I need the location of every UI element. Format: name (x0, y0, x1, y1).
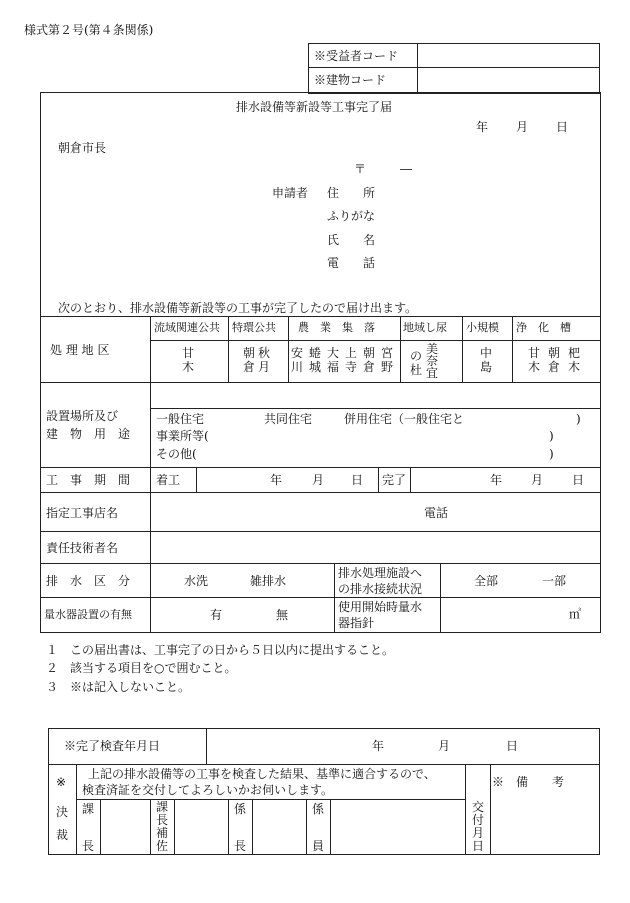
district-c3: 福 (327, 360, 340, 374)
location-label-1: 設置場所及び (46, 409, 119, 423)
contractor-phone-label: 電話 (424, 506, 449, 520)
district-header-1: 流域関連公共 (154, 321, 220, 334)
role-section-chief: 長 (82, 839, 95, 853)
building-code-label: ※建物コード (314, 73, 387, 87)
applicant-address-label: 住 所 (327, 186, 376, 200)
meter-yes: 有 (210, 608, 223, 622)
district-c4: 杜 (410, 363, 423, 377)
role-assistant-chief: 補 (156, 826, 169, 840)
district-c4: 美 (426, 342, 439, 356)
role-issue-date: 月 (472, 826, 485, 840)
district-c3: 倉 (363, 360, 376, 374)
use-general-house: 一般住宅 (156, 412, 205, 426)
inspection-year: 年 (372, 739, 385, 753)
district-c4: の (410, 349, 423, 363)
role-assistant-chief: 佐 (156, 839, 169, 853)
district-c3: 川 (291, 360, 304, 374)
start-day: 日 (351, 473, 364, 487)
role-staff: 員 (312, 839, 325, 853)
district-label: 処 理 地 区 (50, 343, 110, 357)
period-label: 工 事 期 間 (46, 473, 131, 487)
district-c3: 上 (345, 346, 358, 360)
note-2: ２ 該当する項目を○で囲むこと。 (46, 661, 237, 675)
paren-close: ) (576, 412, 581, 426)
district-c1: 甘 (182, 346, 195, 360)
role-subsection-chief: 係 (234, 802, 247, 816)
declaration: 次のとおり、排水設備等新設等の工事が完了したので届け出ます。 (58, 301, 418, 315)
role-staff: 係 (312, 802, 325, 816)
end-year: 年 (490, 473, 503, 487)
end-day: 日 (572, 473, 585, 487)
district-c2: 秋 (258, 346, 271, 360)
drainage-flush: 水洗 (184, 574, 209, 588)
start-month: 月 (312, 473, 325, 487)
applicant-label: 申請者 (272, 186, 309, 200)
paren-close: ) (549, 429, 554, 443)
engineer-label: 責任技術者名 (46, 541, 119, 555)
district-c6: 朝 (548, 346, 561, 360)
inspection-day: 日 (506, 739, 519, 753)
district-c4: 宜 (426, 366, 439, 380)
district-c6: 倉 (548, 360, 561, 374)
approval-char-1: 決 (56, 805, 69, 819)
district-c3: 寺 (345, 360, 358, 374)
drainage-misc: 雑排水 (250, 574, 287, 588)
use-business: 事業所等( (156, 429, 209, 443)
district-header-3: 農 業 集 落 (298, 321, 375, 334)
contractor-label: 指定工事店名 (46, 506, 119, 520)
approval-char-2: 裁 (56, 828, 69, 842)
district-c3: 蜷 (309, 346, 322, 360)
meter-no: 無 (276, 608, 289, 622)
date-year: 年 (476, 120, 489, 134)
role-section-chief: 課 (82, 802, 95, 816)
district-c6: 木 (568, 360, 581, 374)
location-label-2: 建 物 用 途 (46, 427, 131, 441)
district-header-6: 浄 化 槽 (516, 321, 571, 334)
district-header-5: 小規模 (466, 321, 499, 334)
end-month: 月 (531, 473, 544, 487)
district-c5: 中 (480, 346, 493, 360)
applicant-name-label: 氏 名 (327, 233, 376, 247)
form-number: 様式第２号(第４条関係) (24, 23, 154, 37)
form-title: 排水設備等新設等工事完了届 (236, 100, 393, 114)
district-c6: 木 (528, 360, 541, 374)
role-assistant-chief: 長 (156, 813, 169, 827)
meter-reading-2: 器指針 (338, 616, 375, 630)
inspection-text-1: 上記の排水設備等の工事を検査した結果、基準に適合するので、 (88, 767, 436, 781)
district-c2: 朝 (243, 346, 256, 360)
paren-close: ) (549, 447, 554, 461)
period-start-label: 着工 (156, 473, 181, 487)
district-header-2: 特環公共 (232, 321, 276, 334)
district-c2: 月 (258, 360, 271, 374)
beneficiary-code-label: ※受益者コード (314, 49, 399, 63)
inspection-note-mark: ※ (56, 775, 67, 789)
district-c5: 島 (480, 360, 493, 374)
meter-unit: ㎥ (569, 607, 582, 621)
district-c6: 甘 (528, 346, 541, 360)
postal-dash: ― (400, 162, 412, 176)
addressee: 朝倉市長 (58, 141, 107, 155)
remarks-label: ※ 備 考 (492, 775, 565, 789)
postal-mark: 〒 (354, 162, 367, 176)
role-assistant-chief: 課 (156, 800, 169, 814)
district-c3: 安 (291, 346, 304, 360)
district-c1: 木 (182, 360, 195, 374)
period-end-label: 完了 (382, 473, 407, 487)
district-header-4: 地域し尿 (403, 321, 447, 334)
note-1: １ この届出書は、工事完了の日から５日以内に提出すること。 (46, 643, 395, 657)
district-c3: 野 (381, 360, 394, 374)
applicant-phone-label: 電 話 (327, 256, 376, 270)
use-shared-house: 共同住宅 (264, 412, 313, 426)
date-day: 日 (556, 120, 569, 134)
meter-reading-1: 使用開始時量水 (338, 600, 423, 614)
inspection-month: 月 (438, 739, 451, 753)
role-issue-date: 交 (472, 800, 485, 814)
inspection-date-label: ※完了検査年月日 (64, 739, 161, 753)
district-c4: 奈 (426, 354, 439, 368)
start-year: 年 (270, 473, 283, 487)
use-other: その他( (156, 447, 197, 461)
drainage-all: 全部 (474, 574, 499, 588)
date-month: 月 (516, 120, 529, 134)
district-c3: 朝 (363, 346, 376, 360)
role-issue-date: 日 (472, 839, 485, 853)
inspection-text-2: 検査済証を交付してよろしいかお伺いします。 (82, 783, 334, 797)
applicant-furigana-label: ふりがな (327, 209, 376, 223)
district-c3: 城 (309, 360, 322, 374)
district-c6: 杷 (568, 346, 581, 360)
drainage-label: 排 水 区 分 (46, 574, 131, 588)
district-c3: 大 (327, 346, 340, 360)
district-c2: 倉 (243, 360, 256, 374)
role-subsection-chief: 長 (234, 839, 247, 853)
note-3: ３ ※は記入しないこと。 (46, 680, 191, 694)
meter-label: 量水器設置の有無 (44, 608, 132, 621)
role-issue-date: 付 (472, 813, 485, 827)
drainage-part: 一部 (542, 574, 567, 588)
drainage-connection-1: 排水処理施設へ (338, 566, 423, 580)
use-combined-house: 併用住宅（一般住宅と (344, 412, 465, 426)
district-c3: 宮 (381, 346, 394, 360)
drainage-connection-2: の排水接続状況 (338, 582, 423, 596)
